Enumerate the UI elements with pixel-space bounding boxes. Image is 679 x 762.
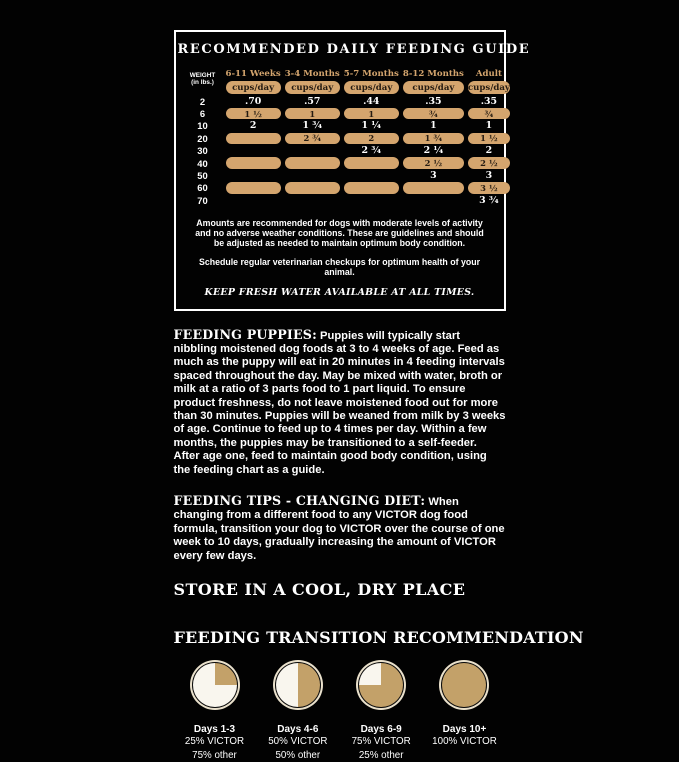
transition-days-label: Days 4-6 [277, 724, 319, 736]
feeding-note: Schedule regular veterinarian checkups for optimum health of your animal. [198, 256, 481, 277]
feeding-amount: 3 [430, 170, 437, 182]
weight-header-line1: WEIGHT [189, 71, 216, 79]
feeding-puppies-heading: FEEDING PUPPIES: [173, 326, 317, 342]
feeding-amount: .57 [304, 95, 321, 107]
column-header: 8-12 Months [402, 69, 464, 79]
column-header: Adult [475, 69, 502, 79]
column-header: 6-11 Weeks [225, 69, 281, 79]
transition-days-label: Days 10+ [442, 724, 487, 736]
feeding-amount-pill: 2 [344, 133, 399, 145]
weight-column-header [184, 72, 222, 87]
feeding-amount-pill: 3 ½ [468, 182, 510, 194]
pie-chart-ring [356, 660, 406, 710]
weight-value: 10 [197, 120, 208, 132]
feeding-amount: 3 [485, 170, 493, 182]
weight-value: 40 [197, 157, 208, 169]
weight-value: 2 [199, 95, 206, 107]
pie-chart-ring [273, 660, 323, 710]
column-header: 3-4 Months [284, 69, 340, 79]
column-header: 5-7 Months [343, 69, 399, 79]
feeding-amount: 2 ¼ [423, 145, 444, 157]
pie-chart-ring [190, 660, 240, 710]
feeding-puppies-body: Puppies will typically start nibbling moistened dog foods at 3 to 4 weeks of age. Feed as much as the puppy will eat in 20 minutes in 4 feeding intervals spaced throughout the day. May be mixed with water, broth or milk at a ratio of 3 parts food to 1 part liquid. To ensure product freshness, do not leave moistened food out for more than 30 minutes. Puppies will be weaned from milk by 3 weeks of age. Continue to feed up to 4 times per day. Within a few months, the puppies may be transitioned to a self-feeder. After age one, feed to maintain good body condition, using the feeding chart as a guide. [173, 329, 506, 476]
empty-pill [403, 182, 464, 194]
pie-chart [442, 663, 486, 707]
transition-other-pct: 75% other [192, 749, 237, 761]
feeding-guide-title: RECOMMENDED DAILY FEEDING GUIDE [177, 42, 531, 57]
feeding-tips-section [174, 494, 506, 563]
feeding-amount-pill: 2 ½ [468, 157, 510, 169]
cups-per-day-pill: cups/day [403, 81, 464, 94]
transition-victor-pct: 25% VICTOR [184, 736, 245, 748]
feeding-amount: 1 [430, 120, 437, 132]
pie-chart [193, 663, 237, 707]
weight-header-line2: (in lbs.) [191, 79, 214, 86]
feeding-guide-box [174, 30, 531, 311]
transition-item [176, 660, 254, 762]
transition-other-pct: 50% other [275, 749, 321, 761]
transition-victor-pct: 100% VICTOR [432, 736, 497, 748]
transition-days-label: Days 6-9 [360, 724, 402, 736]
empty-pill [226, 133, 281, 145]
feeding-tips-body: When changing from a different food to any VICTOR dog food formula, transition your dog to VICTOR over the course of one week to 10 days, gradually increasing the amount of VICTOR every few days. [173, 495, 505, 562]
storage-note: STORE IN A COOL, DRY PLACE [173, 580, 466, 600]
feeding-amount: 2 [249, 120, 257, 132]
pie-chart-gap [441, 662, 487, 708]
feeding-amount: 1 ¾ [302, 120, 323, 132]
pie-chart [276, 663, 320, 707]
transition-days-label: Days 1-3 [193, 724, 236, 736]
feeding-amount: 1 [485, 120, 493, 132]
pie-chart-gap [358, 662, 404, 708]
fresh-water-note: KEEP FRESH WATER AVAILABLE AT ALL TIMES. [204, 286, 475, 298]
weight-value: 60 [197, 182, 208, 194]
pie-chart-gap [275, 662, 321, 708]
transition-victor-pct: 50% VICTOR [268, 736, 328, 748]
feeding-amount: 2 [485, 145, 493, 157]
cups-per-day-pill: cups/day [226, 81, 281, 94]
feeding-amount: 3 ¾ [479, 194, 499, 206]
feeding-table [176, 63, 510, 207]
feeding-amount-pill: 2 ½ [403, 157, 464, 169]
feeding-amount-pill: 1 ¾ [403, 133, 464, 145]
cups-per-day-pill: cups/day [344, 81, 399, 94]
transition-other-pct: 25% other [358, 749, 404, 761]
feeding-puppies-section [174, 328, 506, 477]
empty-pill [226, 182, 281, 194]
feeding-amount-pill: 2 ¾ [285, 133, 340, 145]
pie-chart [359, 663, 403, 707]
feeding-amount: .35 [480, 95, 498, 107]
label-content [173, 0, 584, 762]
empty-pill [285, 157, 340, 169]
pie-chart-gap [192, 662, 238, 708]
pie-chart-ring [439, 660, 489, 710]
transition-victor-pct: 75% VICTOR [351, 736, 411, 748]
feeding-notes [176, 218, 504, 298]
feeding-amount-pill: 1 ½ [226, 108, 281, 120]
empty-pill [344, 182, 399, 194]
transition-title: FEEDING TRANSITION RECOMMENDATION [173, 628, 584, 648]
transition-item [259, 660, 337, 762]
weight-value: 50 [197, 170, 208, 182]
cups-per-day-pill: cups/day [285, 81, 340, 94]
feeding-amount: .44 [363, 95, 380, 107]
empty-pill [285, 182, 340, 194]
feeding-amount-pill: 1 ½ [468, 133, 510, 145]
feeding-amount-pill: 1 [285, 108, 340, 120]
weight-value: 70 [197, 194, 208, 206]
transition-item [342, 660, 420, 762]
feeding-amount-pill: ¾ [403, 108, 464, 120]
transition-pies-row [174, 660, 506, 762]
empty-pill [344, 157, 399, 169]
feeding-note: Amounts are recommended for dogs with moderate levels of activity and no adverse weather conditions. These are guidelines and should be adjusted as needed to maintain optimum body condition. [195, 217, 484, 248]
weight-value: 30 [197, 145, 208, 157]
weight-value: 6 [199, 108, 206, 120]
cups-per-day-pill: cups/day [467, 82, 510, 93]
feeding-amount-pill: ¾ [468, 108, 510, 120]
feeding-amount: 1 ¼ [361, 120, 382, 132]
feeding-amount: .35 [425, 95, 442, 107]
feeding-amount-pill: 1 [344, 108, 399, 120]
weight-value: 20 [197, 132, 208, 144]
empty-pill [226, 157, 281, 169]
feeding-amount: .70 [244, 95, 262, 107]
transition-item [425, 660, 503, 762]
feeding-amount: 2 ¾ [361, 145, 382, 157]
feeding-tips-heading: FEEDING TIPS - CHANGING DIET: [173, 492, 426, 508]
